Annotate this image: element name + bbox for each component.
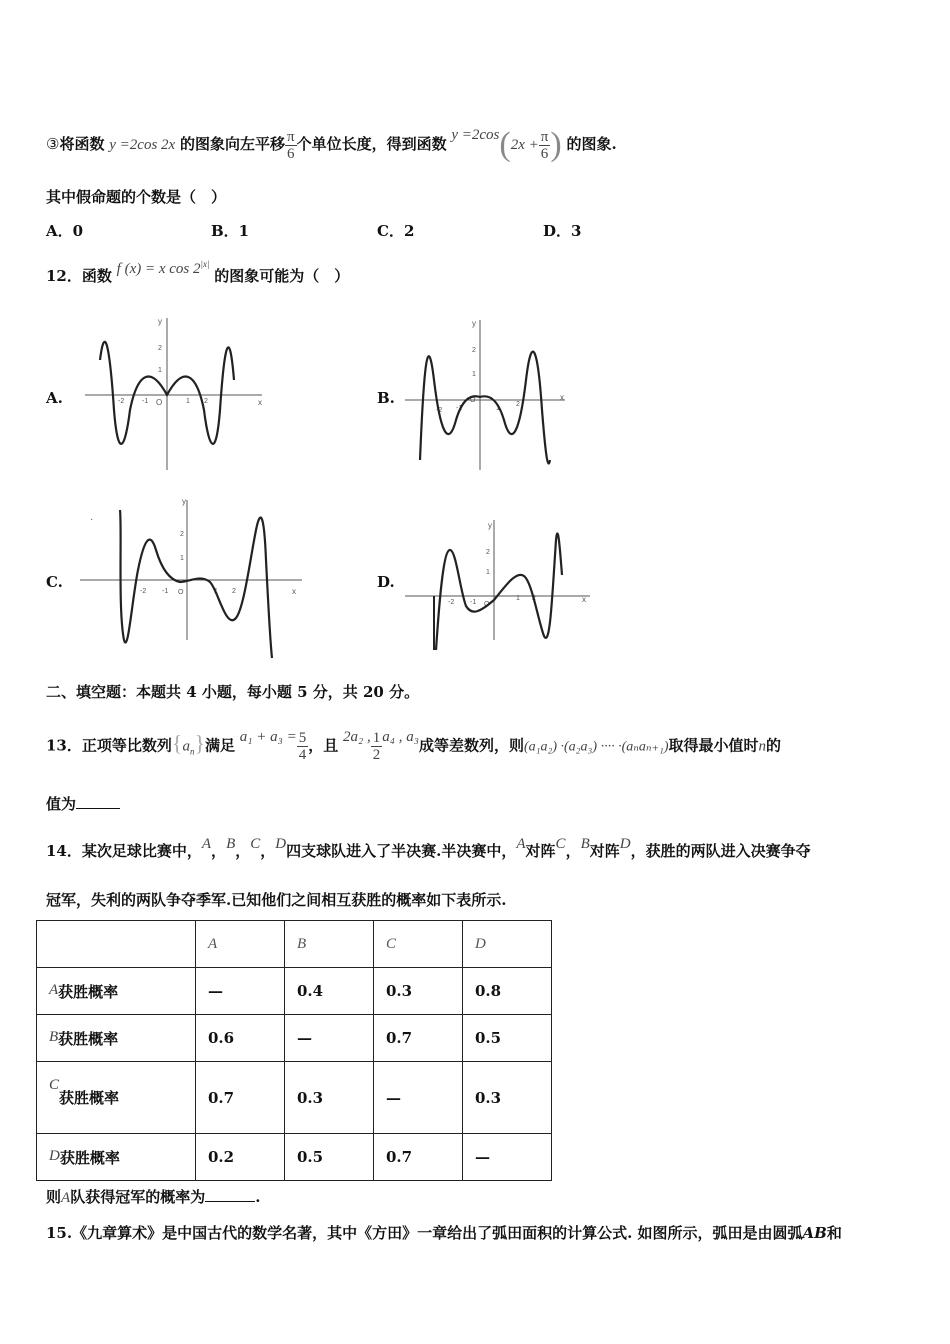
- formula: a₄ , a₃: [382, 728, 419, 745]
- row-label: B获胜概率: [37, 1015, 196, 1062]
- graph-label-d: D.: [377, 573, 395, 591]
- graph-b: [400, 310, 570, 475]
- svg-text:1: 1: [496, 405, 500, 412]
- text: 的图象.: [566, 135, 617, 153]
- formula: 2x +: [510, 137, 539, 153]
- svg-text:2: 2: [204, 398, 208, 405]
- section-title: 二、填空题：本题共 4 小题，每小题 5 分，共 20 分。: [46, 683, 420, 701]
- svg-text:y: y: [488, 521, 492, 530]
- svg-text:2: 2: [180, 531, 184, 538]
- text: 成等差数列，则: [418, 736, 524, 755]
- option-b: B．1: [211, 222, 250, 240]
- fraction: $\frac{\pi}{6}$: [286, 128, 295, 162]
- svg-text:·: ·: [90, 514, 94, 525]
- svg-text:-2: -2: [448, 599, 455, 606]
- text: 个单位长度，得到函数: [296, 135, 447, 153]
- svg-text:2: 2: [486, 549, 490, 556]
- table-row: D获胜概率 0.2 0.5 0.7 —: [37, 1134, 552, 1181]
- svg-text:-1: -1: [456, 405, 463, 412]
- svg-text:2: 2: [532, 595, 536, 602]
- text: 四支球队进入了半决赛.半决赛中，: [286, 842, 517, 860]
- statement-3: ③将函数 y =2cos 2x 的图象向左平移 $\frac{\pi}{6}$ 个单位长度，得到函数 y =2cos(2x + $\frac{\pi}{6}$ ) 的图象.: [46, 126, 617, 163]
- question-14-ask: 则A队获得冠军的概率为 .: [46, 1188, 261, 1206]
- header-cell: B: [285, 921, 374, 968]
- svg-text:2: 2: [516, 401, 520, 408]
- formula: y =2cos: [451, 127, 500, 143]
- svg-text:O: O: [484, 601, 490, 608]
- graph-label-c: C.: [46, 573, 63, 591]
- formula: 2a₂ ,: [343, 728, 371, 745]
- curve: [120, 510, 272, 658]
- question-12: [46, 259, 350, 286]
- svg-text:1: 1: [516, 595, 520, 602]
- svg-text:O: O: [470, 397, 476, 404]
- question-13: 13．正项等比数列$\{a_n\}$满足 a₁ + a₃ = $\frac{5}{4}$ ，且 2a₂ , $\frac{1}{2}$ a₄ , a₃成等差数列，则(a₁a₂) ·(a₂a₃) ···· ·(aₙaₙ₊₁)取得最小值时n的: [46, 728, 782, 763]
- question-14: 14．某次足球比赛中，A，B，C，D四支球队进入了半决赛.半决赛中，A对阵C，B对阵D，获胜的两队进入决赛争夺: [46, 836, 811, 860]
- curve: [436, 533, 562, 650]
- text: 13．正项等比数列: [46, 736, 172, 755]
- row-label: D获胜概率: [37, 1134, 196, 1181]
- svg-text:2: 2: [232, 588, 236, 595]
- svg-text:-2: -2: [436, 407, 443, 414]
- graph-c: [70, 490, 310, 660]
- table-header-row: [37, 921, 552, 968]
- table-row: A获胜概率 — 0.4 0.3 0.8: [37, 968, 552, 1015]
- text: 将函数: [59, 135, 105, 153]
- formula-exponent: |x|: [200, 259, 210, 269]
- svg-text:O: O: [178, 589, 184, 596]
- row-label: C获胜概率: [37, 1062, 196, 1134]
- formula: a: [182, 738, 190, 755]
- option-c: C．2: [377, 222, 415, 240]
- svg-text:-2: -2: [140, 588, 147, 595]
- question-14-line2: 冠军，失利的两队争夺季军.已知他们之间相互获胜的概率如下表所示.: [46, 891, 507, 909]
- svg-text:1: 1: [180, 555, 184, 562]
- fraction: $\frac{\pi}{6}$: [540, 128, 549, 162]
- option-a: A．0: [46, 222, 84, 240]
- header-cell: A: [196, 921, 285, 968]
- table-row: C获胜概率 0.7 0.3 — 0.3: [37, 1062, 552, 1134]
- svg-text:x: x: [560, 393, 564, 402]
- svg-text:x: x: [582, 595, 586, 604]
- svg-text:x: x: [258, 398, 262, 407]
- text: ，获胜的两队进入决赛争夺: [630, 842, 811, 860]
- svg-text:O: O: [156, 398, 163, 407]
- text: 14．某次足球比赛中，: [46, 842, 202, 860]
- svg-text:1: 1: [472, 371, 476, 378]
- graph-d: [400, 520, 600, 660]
- formula: f (x) = x cos 2: [116, 261, 201, 277]
- svg-text:1: 1: [186, 398, 190, 405]
- formula: (a₁a₂) ·(a₂a₃) ···· ·(aₙaₙ₊₁): [523, 739, 669, 755]
- text: 的图象向左平移: [179, 135, 285, 153]
- probability-table: [36, 920, 552, 1181]
- table-row: B获胜概率 0.6 — 0.7 0.5: [37, 1015, 552, 1062]
- row-label: A获胜概率: [37, 968, 196, 1015]
- text: 取得最小值时: [668, 736, 759, 755]
- graph-label-b: B.: [377, 389, 395, 407]
- svg-text:1: 1: [158, 367, 162, 374]
- text: 12．函数: [46, 267, 112, 285]
- svg-text:-2: -2: [118, 398, 125, 405]
- question-15: 15.《九章算术》是中国古代的数学名著，其中《方田》一章给出了弧田面积的计算公式. 如图所示，弧田是由圆弧AB和: [46, 1224, 842, 1242]
- svg-text:1: 1: [214, 588, 218, 595]
- text: 满足: [205, 736, 236, 755]
- fraction: $\frac{1}{2}$: [372, 730, 381, 763]
- text: 的: [766, 736, 782, 755]
- svg-text:y: y: [158, 317, 162, 326]
- graph-label-a: A.: [46, 389, 63, 407]
- formula: a₁ + a₃ =: [239, 728, 297, 745]
- graph-a: [70, 310, 270, 475]
- marker: ③: [46, 135, 60, 153]
- svg-text:-1: -1: [162, 588, 169, 595]
- formula: y =2cos 2x: [109, 137, 176, 153]
- question-stem: 其中假命题的个数是（ ）: [46, 188, 227, 206]
- svg-text:y: y: [182, 497, 186, 506]
- fraction: $\frac{5}{4}$: [298, 730, 307, 763]
- svg-text:2: 2: [472, 347, 476, 354]
- svg-text:y: y: [472, 319, 476, 328]
- formula: n: [758, 738, 767, 755]
- svg-text:2: 2: [158, 345, 162, 352]
- question-13-line2: 值为: [46, 793, 120, 814]
- svg-text:1: 1: [486, 569, 490, 576]
- answer-blank[interactable]: [76, 794, 120, 809]
- option-d: D．3: [543, 222, 582, 240]
- svg-text:-1: -1: [470, 599, 477, 606]
- svg-text:x: x: [292, 587, 296, 596]
- answer-blank[interactable]: [205, 1187, 255, 1202]
- header-cell: D: [463, 921, 552, 968]
- text: 的图象可能为（ ）: [214, 267, 350, 285]
- text: ，且: [308, 736, 339, 755]
- header-cell: C: [374, 921, 463, 968]
- svg-text:-1: -1: [142, 398, 149, 405]
